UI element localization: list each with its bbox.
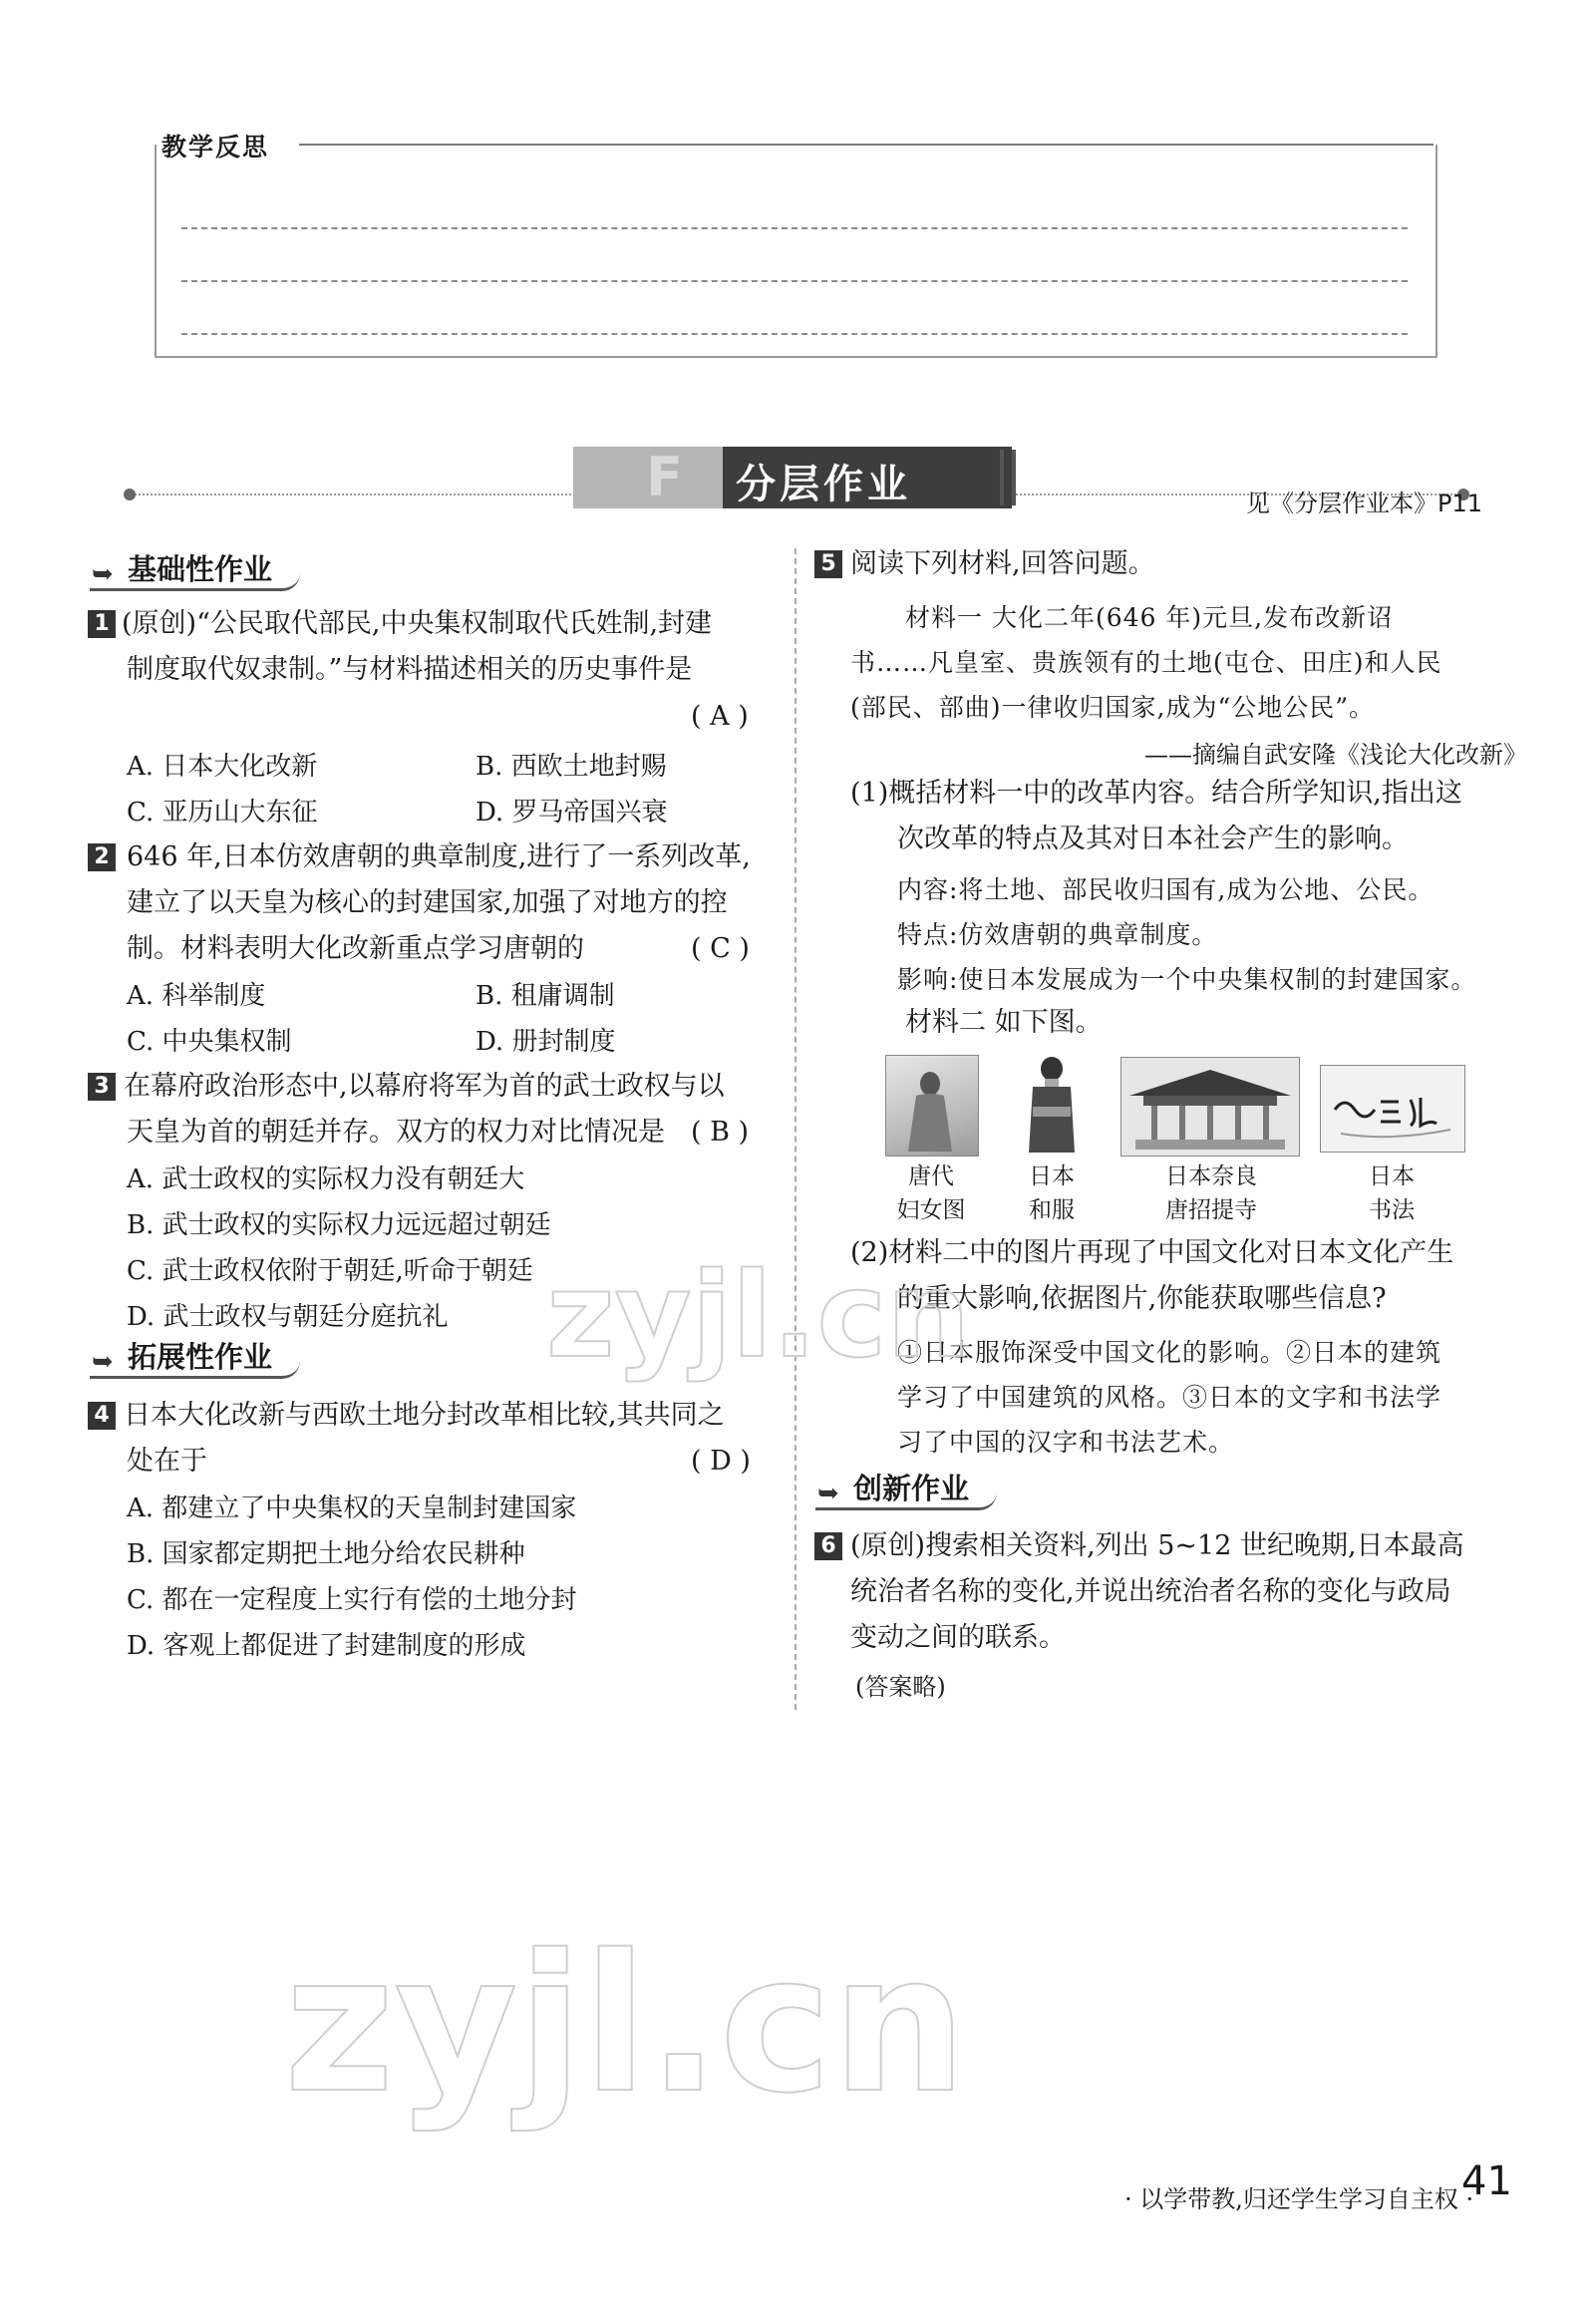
page-number: 41	[1461, 2158, 1512, 2204]
caption-line: 唐招提寺	[1165, 1197, 1257, 1223]
image-caption	[1002, 1159, 1102, 1227]
q4-text-line: 日本大化改新与西欧土地分封改革相比较,其共同之	[124, 1400, 725, 1431]
arrow-icon: ➥	[817, 1479, 839, 1508]
q4-option-c: C. 都在一定程度上实行有偿的土地分封	[127, 1585, 577, 1615]
caption-line: 日本	[1369, 1163, 1415, 1189]
q6-text-line: 变动之间的联系。	[850, 1622, 1066, 1653]
q3-option-c: C. 武士政权依附于朝廷,听命于朝廷	[127, 1256, 533, 1286]
q3-option-b: B. 武士政权的实际权力远远超过朝廷	[127, 1210, 551, 1240]
reflection-title: 教学反思	[161, 133, 270, 162]
q5-sub2-line: (2)材料二中的图片再现了中国文化对日本文化产生	[850, 1237, 1454, 1268]
banner-bar	[1000, 450, 1004, 505]
q5-sub2-line: 的重大影响,依据图片,你能获取哪些信息?	[897, 1283, 1387, 1314]
question-number: 6	[814, 1532, 842, 1560]
q2-text-line: 建立了以天皇为核心的封建国家,加强了对地方的控	[127, 887, 728, 918]
watermark: zyjl.cn	[546, 1246, 971, 1384]
section-header-extend	[90, 1338, 300, 1379]
section-title: 基础性作业	[128, 552, 273, 586]
q5-material-line: (部民、部曲)一律收归国家,成为“公地公民”。	[850, 693, 1376, 722]
q4-option-d: D. 客观上都促进了封建制度的形成	[127, 1631, 526, 1661]
temple-icon	[1121, 1058, 1299, 1156]
banner-logo-icon: F	[646, 446, 683, 508]
q4-answer: ( D )	[691, 1446, 751, 1477]
toshodaiji-temple-image	[1120, 1057, 1300, 1157]
q5-answer-feature: 特点:仿效唐朝的典章制度。	[897, 920, 1218, 949]
q5-answer-two-line: 习了中国的汉字和书法艺术。	[897, 1428, 1235, 1457]
q1-option-a: A. 日本大化改新	[127, 752, 318, 782]
q1-text-line: (原创)“公民取代部民,中央集权制取代氏姓制,封建	[122, 608, 713, 639]
q3-text-line: 在幕府政治形态中,以幕府将军为首的武士政权与以	[124, 1071, 725, 1102]
q3-answer: ( B )	[691, 1117, 750, 1148]
q2-text-line: 646 年,日本仿效唐朝的典章制度,进行了一系列改革,	[127, 841, 751, 872]
reflection-line	[181, 227, 1408, 229]
q2-answer: ( C )	[691, 933, 750, 964]
column-divider	[795, 548, 797, 1710]
q5-sub1-line: 次改革的特点及其对日本社会产生的影响。	[897, 824, 1409, 854]
image-caption	[1342, 1159, 1441, 1227]
calligraphy-strokes-icon	[1321, 1066, 1464, 1152]
section-title: 拓展性作业	[128, 1340, 273, 1374]
section-header-innovate	[815, 1470, 997, 1510]
image-caption	[881, 1159, 981, 1227]
caption-line: 日本	[1029, 1163, 1075, 1189]
question-number: 3	[88, 1073, 116, 1101]
q6-text-line: 统治者名称的变化,并说出统治者名称的变化与政局	[850, 1576, 1451, 1607]
arrow-icon: ➥	[92, 559, 114, 589]
banner-title: 分层作业	[736, 461, 911, 507]
banner-bar	[1012, 450, 1016, 505]
q5-intro: 阅读下列材料,回答问题。	[850, 548, 1155, 579]
q4-option-b: B. 国家都定期把土地分给农民耕种	[127, 1539, 525, 1569]
section-title: 创新作业	[853, 1472, 970, 1505]
reflection-box	[155, 145, 1437, 358]
caption-line: 日本奈良	[1165, 1163, 1257, 1189]
divider-dot	[124, 489, 136, 500]
caption-line: 和服	[1029, 1197, 1075, 1223]
q5-answer-two-line: 学习了中国建筑的风格。③日本的文字和书法学	[897, 1383, 1442, 1412]
q4-option-a: A. 都建立了中央集权的天皇制封建国家	[127, 1493, 577, 1523]
q3-option-d: D. 武士政权与朝廷分庭抗礼	[127, 1302, 449, 1332]
q1-text-line: 制度取代奴隶制。”与材料描述相关的历史事件是	[127, 654, 693, 685]
q3-option-a: A. 武士政权的实际权力没有朝廷大	[127, 1164, 525, 1194]
question-number: 1	[88, 610, 116, 638]
kimono-figure-icon	[1015, 1055, 1089, 1155]
question-number: 4	[88, 1402, 116, 1430]
q5-material-line: 书……凡皇室、贵族领有的土地(屯仓、田庄)和人民	[850, 648, 1442, 677]
q5-answer-two-line: ①日本服饰深受中国文化的影响。②日本的建筑	[897, 1338, 1442, 1367]
question-number: 2	[88, 843, 116, 871]
caption-line: 唐代	[908, 1163, 954, 1189]
caption-line: 书法	[1369, 1197, 1415, 1223]
q6-text-line: (原创)搜索相关资料,列出 5~12 世纪晚期,日本最高	[850, 1530, 1464, 1561]
q6-answer: (答案略)	[855, 1673, 946, 1701]
q1-option-b: B. 西欧土地封赐	[476, 752, 667, 782]
painting-figure-icon	[886, 1056, 978, 1156]
q5-answer-impact: 影响:使日本发展成为一个中央集权制的封建国家。	[897, 965, 1477, 994]
q1-option-d: D. 罗马帝国兴衰	[476, 798, 668, 828]
watermark: zyjl.cn	[284, 1914, 967, 2135]
q1-option-c: C. 亚历山大东征	[127, 798, 318, 828]
q5-material-two: 材料二 如下图。	[905, 1007, 1103, 1038]
q5-source: ——摘编自武安隆《浅论大化改新》	[1144, 741, 1527, 769]
workbook-reference: 见《分层作业本》P11	[1246, 490, 1483, 517]
q2-option-b: B. 租庸调制	[476, 981, 615, 1011]
q2-option-c: C. 中央集权制	[127, 1027, 292, 1057]
q5-material-line: 材料一 大化二年(646 年)元旦,发布改新诏	[905, 603, 1394, 632]
kimono-image	[1015, 1055, 1089, 1155]
footer-slogan: · 以学带教,归还学生学习自主权 ·	[1124, 2185, 1474, 2213]
question-number: 5	[814, 550, 842, 578]
q3-text-line: 天皇为首的朝廷并存。双方的权力对比情况是	[127, 1117, 665, 1148]
tang-women-painting-image	[885, 1055, 979, 1157]
q5-answer-content: 内容:将土地、部民收归国有,成为公地、公民。	[897, 875, 1435, 904]
q2-option-d: D. 册封制度	[476, 1027, 616, 1057]
japanese-calligraphy-image	[1320, 1065, 1465, 1153]
q4-text-line: 处在于	[127, 1446, 207, 1477]
reflection-line	[181, 280, 1408, 282]
q2-text-line: 制。材料表明大化改新重点学习唐朝的	[127, 933, 584, 964]
arrow-icon: ➥	[92, 1347, 114, 1377]
q5-sub1-line: (1)概括材料一中的改革内容。结合所学知识,指出这	[850, 778, 1462, 809]
q2-option-a: A. 科举制度	[127, 981, 266, 1011]
section-header-basic	[90, 550, 300, 591]
q1-answer: ( A )	[691, 701, 749, 732]
image-caption	[1146, 1159, 1276, 1227]
caption-line: 妇女图	[896, 1197, 966, 1223]
reflection-line	[181, 333, 1408, 335]
